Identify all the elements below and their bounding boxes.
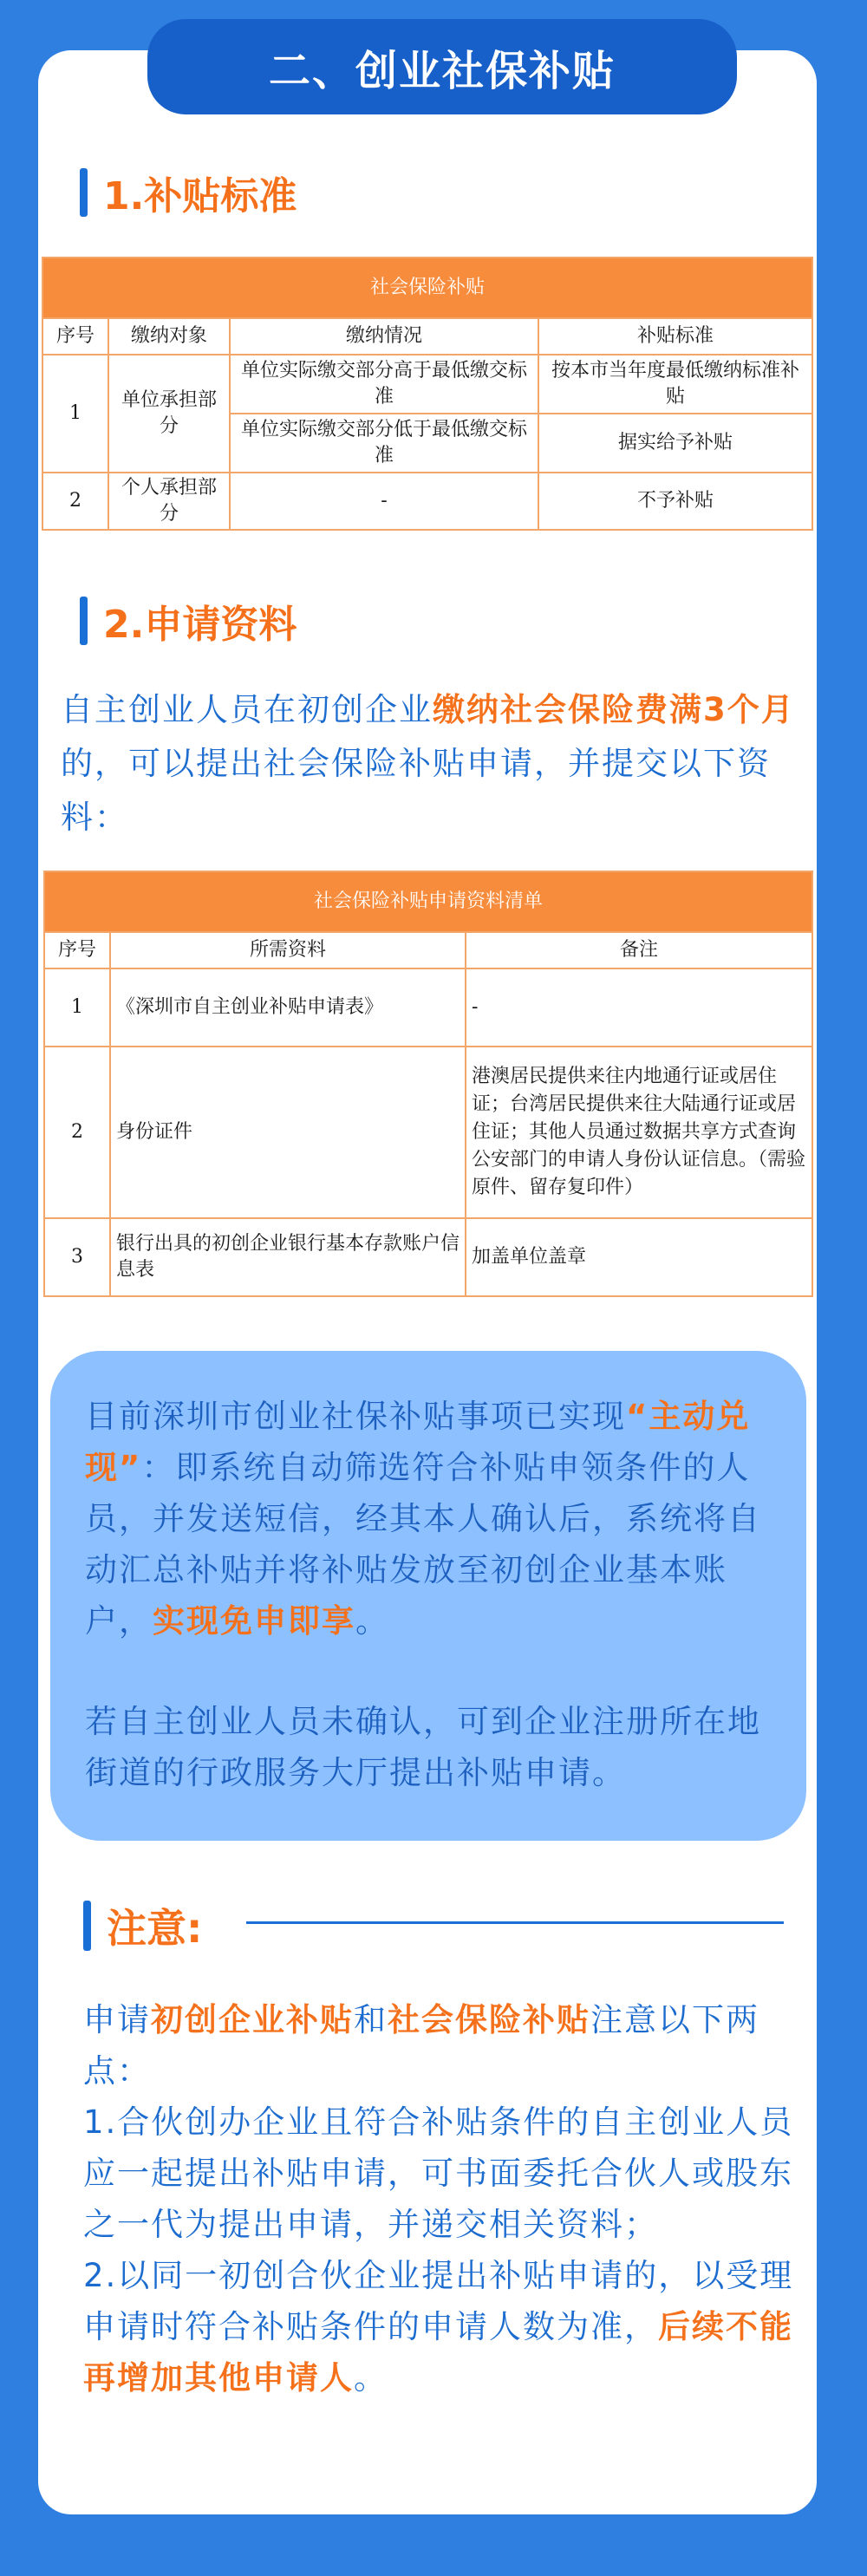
table-cell: 银行出具的初创企业银行基本存款账户信息表 [110, 1218, 466, 1296]
materials-intro [61, 683, 798, 845]
table-cell: 1 [44, 968, 110, 1047]
table-caption: 社会保险补贴申请资料清单 [44, 871, 812, 932]
note-heading-text: 注意: [107, 1905, 203, 1952]
table-cell: 1 [42, 355, 108, 473]
table-cell: 加盖单位盖章 [466, 1218, 812, 1296]
info-paragraph-2: 若自主创业人员未确认，可到企业注册所在地街道的行政服务大厅提出补贴申请。 [85, 1703, 761, 1791]
note-body [83, 1994, 794, 2403]
table-cell: - [230, 473, 538, 530]
intro-highlight: 缴纳社会保险费满3个月 [433, 691, 795, 728]
heading-bar [80, 168, 88, 217]
table-cell: 不予补贴 [538, 473, 812, 530]
column-header: 备注 [466, 932, 812, 968]
table-cell: - [466, 968, 812, 1047]
note-text: 和 [354, 2001, 388, 2038]
heading-bar [80, 597, 88, 645]
info-highlight: “主动兑现” [85, 1398, 751, 1486]
table-row [42, 473, 812, 530]
info-highlight: 实现免申即享 [153, 1602, 355, 1640]
intro-text: 自主创业人员在初创企业 [61, 691, 433, 728]
section-heading-standard [80, 165, 297, 220]
section-heading-materials [80, 593, 297, 649]
intro-text: 的，可以提出社会保险补贴申请，并提交以下资料： [61, 745, 771, 836]
table-cell: 据实给予补贴 [538, 414, 812, 473]
table-row [42, 355, 812, 414]
note-highlight: 后续不能再增加其他申请人 [83, 2308, 793, 2397]
column-header: 序号 [42, 318, 108, 355]
materials-table [43, 871, 813, 1297]
table-cell: 单位承担部分 [108, 355, 230, 473]
note-highlight: 社会保险补贴 [388, 2001, 590, 2038]
table-cell: 2 [44, 1047, 110, 1218]
table-header-row [42, 318, 812, 355]
info-text: 目前深圳市创业社保补贴事项已实现 [85, 1398, 626, 1435]
table-row [44, 968, 812, 1047]
heading-bar [83, 1901, 91, 1951]
table-row [44, 1047, 812, 1218]
divider [246, 1921, 784, 1924]
subsidy-standard-table [42, 257, 813, 531]
note-item-1: 1.合伙创办企业且符合补贴条件的自主创业人员应一起提出补贴申请，可书面委托合伙人或股东之一代为提出申请，并递交相关资料； [83, 2103, 794, 2243]
note-item-2: 2.以同一初创合伙企业提出补贴申请的，以受理申请时符合补贴条件的申请人数为准， [83, 2257, 794, 2345]
table-cell: 按本市当年度最低缴纳标准补贴 [538, 355, 812, 414]
note-highlight: 初创企业补贴 [151, 2001, 354, 2038]
table-row [44, 1218, 812, 1296]
table-header-row [44, 932, 812, 968]
table-cell: 2 [42, 473, 108, 530]
table-cell: 单位实际缴交部分低于最低缴交标准 [230, 414, 538, 473]
info-text: ：即系统自动筛选符合补贴申领条件的人员，并发送短信，经其本人确认后，系统将自动汇总补贴并将补贴发放至初创企业基本账户， [85, 1449, 761, 1640]
column-header: 所需资料 [110, 932, 466, 968]
table-caption: 社会保险补贴 [42, 258, 812, 318]
info-paragraph-1 [85, 1391, 779, 1647]
table-cell: 个人承担部分 [108, 473, 230, 530]
note-heading [83, 1897, 202, 1954]
section-heading-text: 1.补贴标准 [103, 174, 297, 218]
column-header: 缴纳对象 [108, 318, 230, 355]
table-cell: 3 [44, 1218, 110, 1296]
section-heading-text: 2.申请资料 [103, 603, 297, 647]
table-cell: 身份证件 [110, 1047, 466, 1218]
column-header: 补贴标准 [538, 318, 812, 355]
column-header: 缴纳情况 [230, 318, 538, 355]
column-header: 序号 [44, 932, 110, 968]
note-text: 申请 [83, 2001, 151, 2038]
table-cell: 港澳居民提供来往内地通行证或居住证；台湾居民提供来往大陆通行证或居住证；其他人员通过数据共享方式查询公安部门的申请人身份认证信息。（需验原件、留存复印件） [466, 1047, 812, 1218]
table-cell: 《深圳市自主创业补贴申请表》 [110, 968, 466, 1047]
page-title: 二、创业社保补贴 [147, 19, 737, 114]
note-text: 注意以下两点： [83, 2001, 759, 2090]
note-text: 。 [354, 2359, 388, 2397]
info-text: 。 [355, 1602, 389, 1640]
table-cell: 单位实际缴交部分高于最低缴交标准 [230, 355, 538, 414]
